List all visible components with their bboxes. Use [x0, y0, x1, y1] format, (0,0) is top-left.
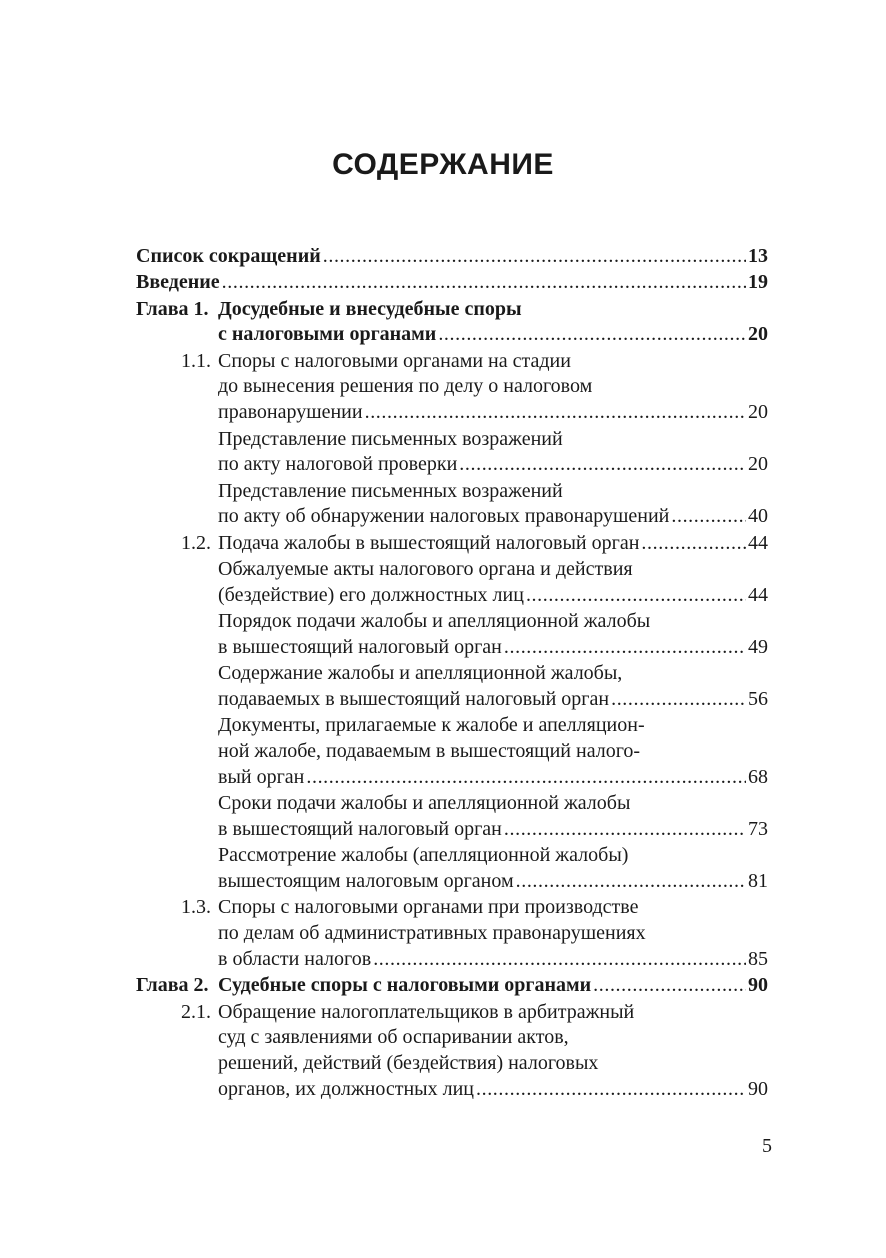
- toc-entry-text: Введение: [136, 271, 220, 294]
- toc-page-number: 44: [748, 531, 768, 554]
- toc-page-number: 20: [748, 453, 768, 476]
- toc-entry-text: Споры с налоговыми органами на стадии: [218, 349, 571, 372]
- toc-entry-text: Содержание жалобы и апелляционной жалобы,: [218, 662, 623, 685]
- toc-line: [136, 843, 768, 869]
- toc-entry[interactable]: [136, 557, 768, 609]
- dot-leader: [516, 869, 746, 895]
- toc-entry-text: Список сокращений: [136, 245, 321, 267]
- toc-entry-text: суд с заявлениями об оспаривании актов,: [218, 1026, 569, 1049]
- toc-entry-text: Порядок подачи жалобы и апелляционной жалобы: [218, 610, 651, 633]
- toc-entry-text: вышестоящим налоговым органом: [218, 870, 514, 893]
- toc-line: [136, 270, 768, 296]
- dot-leader: [373, 947, 746, 973]
- toc-entry-text: органов, их должностных лиц: [218, 1078, 474, 1100]
- toc-entry-text: в вышестоящий налоговый орган: [218, 818, 502, 841]
- toc-line: [136, 427, 768, 453]
- toc-page-number: 81: [748, 870, 768, 893]
- toc-entry-text: Подача жалобы в вышестоящий налоговый орган: [218, 531, 640, 554]
- page-number: 5: [762, 1135, 772, 1157]
- toc-entry-text: по акту налоговой проверки: [218, 453, 458, 476]
- toc-page-number: 20: [748, 401, 768, 424]
- toc-entry-text: до вынесения решения по делу о налоговом: [218, 375, 593, 398]
- toc-entry-text: в вышестоящий налоговый орган: [218, 635, 502, 658]
- toc-page-number: 90: [748, 1078, 768, 1100]
- toc-page-number: 68: [748, 765, 768, 788]
- chapter-number: Глава 1.: [136, 297, 209, 320]
- section-number: 1.3.: [181, 896, 211, 919]
- toc-line: [136, 817, 768, 843]
- toc-entry-text: правонарушении: [218, 401, 363, 424]
- toc-line: [136, 609, 768, 635]
- toc-entry-text: Представление письменных возражений: [218, 479, 563, 502]
- toc-entry-text: вый орган: [218, 765, 305, 788]
- table-of-contents: [136, 244, 768, 1103]
- toc-line: [136, 1000, 768, 1026]
- section-number: 2.1.: [181, 1000, 211, 1023]
- toc-line: [136, 400, 768, 426]
- toc-entry-text: Рассмотрение жалобы (апелляционной жалобы): [218, 844, 629, 867]
- toc-line: [136, 687, 768, 713]
- toc-entry[interactable]: [136, 791, 768, 843]
- dot-leader: [641, 531, 746, 557]
- toc-line: [136, 765, 768, 791]
- toc-line: [136, 895, 768, 921]
- toc-line: [136, 739, 768, 765]
- dot-leader: [526, 583, 746, 609]
- dot-leader: [504, 635, 746, 661]
- toc-page-number: 20: [748, 323, 768, 346]
- dot-leader: [438, 322, 746, 348]
- toc-entry[interactable]: [136, 244, 768, 270]
- toc-line: [136, 921, 768, 947]
- toc-line: [136, 504, 768, 530]
- toc-entry[interactable]: [136, 661, 768, 713]
- toc-entry-text: Представление письменных возражений: [218, 427, 563, 450]
- dot-leader: [476, 1077, 746, 1103]
- toc-page-number: 40: [748, 505, 768, 528]
- toc-line: [136, 452, 768, 478]
- toc-page-number: 85: [748, 948, 768, 971]
- toc-entry-text: Досудебные и внесудебные споры: [218, 297, 522, 320]
- toc-entry[interactable]: [136, 297, 768, 349]
- toc-line: [136, 661, 768, 687]
- dot-leader: [504, 817, 746, 843]
- toc-line: [136, 1051, 768, 1077]
- dot-leader: [459, 452, 746, 478]
- toc-line: [136, 973, 768, 999]
- dot-leader: [593, 973, 746, 999]
- toc-line: [136, 791, 768, 817]
- toc-line: [136, 713, 768, 739]
- toc-entry-text: подаваемых в вышестоящий налоговый орган: [218, 688, 610, 711]
- toc-entry[interactable]: [136, 270, 768, 296]
- dot-leader: [611, 687, 746, 713]
- toc-entry[interactable]: [136, 427, 768, 479]
- dot-leader: [306, 765, 746, 791]
- toc-page-number: 49: [748, 635, 768, 658]
- toc-entry-text: в области налогов: [218, 948, 372, 971]
- toc-entry-text: по акту об обнаружении налоговых правонарушений: [218, 505, 670, 528]
- toc-entry[interactable]: [136, 479, 768, 531]
- toc-line: [136, 869, 768, 895]
- toc-line: [136, 635, 768, 661]
- toc-page-number: 44: [748, 583, 768, 606]
- toc-line: [136, 947, 768, 973]
- toc-entry-text: Судебные споры с налоговыми органами: [218, 974, 592, 997]
- toc-entry-text: по делам об административных правонарушениях: [218, 922, 646, 945]
- toc-line: [136, 557, 768, 583]
- dot-leader: [365, 400, 746, 426]
- toc-entry-text: Сроки подачи жалобы и апелляционной жалобы: [218, 792, 631, 815]
- toc-entry-text: решений, действий (бездействия) налоговых: [218, 1052, 599, 1075]
- toc-page-number: 56: [748, 688, 768, 711]
- page-title: СОДЕРЖАНИЕ: [332, 148, 554, 181]
- toc-entry[interactable]: [136, 1000, 768, 1103]
- toc-entry-text: (бездействие) его должностных лиц: [218, 583, 524, 606]
- toc-line: [136, 1025, 768, 1051]
- dot-leader: [671, 504, 746, 530]
- toc-entry[interactable]: [136, 895, 768, 972]
- toc-entry-text: ной жалобе, подаваемым в вышестоящий налого-: [218, 740, 641, 763]
- toc-page-number: 90: [748, 974, 768, 997]
- toc-entry[interactable]: [136, 531, 768, 557]
- toc-line: [136, 583, 768, 609]
- toc-entry[interactable]: [136, 349, 768, 426]
- toc-entry-text: Обращение налогоплательщиков в арбитражный: [218, 1000, 635, 1023]
- toc-line: [136, 349, 768, 375]
- toc-line: [136, 374, 768, 400]
- toc-line: [136, 531, 768, 557]
- toc-entry[interactable]: [136, 843, 768, 895]
- toc-line: [136, 244, 768, 270]
- toc-page-number: 13: [748, 245, 768, 267]
- dot-leader: [222, 270, 746, 296]
- toc-entry[interactable]: [136, 973, 768, 999]
- toc-entry[interactable]: [136, 713, 768, 790]
- dot-leader: [323, 244, 746, 270]
- toc-entry[interactable]: [136, 609, 768, 661]
- section-number: 1.2.: [181, 531, 211, 554]
- toc-line: [136, 479, 768, 505]
- toc-entry-text: Обжалуемые акты налогового органа и действия: [218, 558, 633, 581]
- toc-entry-text: Документы, прилагаемые к жалобе и апелляцион-: [218, 714, 645, 737]
- section-number: 1.1.: [181, 349, 211, 372]
- toc-line: [136, 1077, 768, 1103]
- toc-page-number: 73: [748, 818, 768, 841]
- toc-page-number: 19: [748, 271, 768, 294]
- toc-entry-text: Споры с налоговыми органами при производстве: [218, 896, 639, 919]
- toc-line: [136, 297, 768, 323]
- toc-entry-text: с налоговыми органами: [218, 323, 437, 346]
- toc-line: [136, 322, 768, 348]
- chapter-number: Глава 2.: [136, 974, 209, 997]
